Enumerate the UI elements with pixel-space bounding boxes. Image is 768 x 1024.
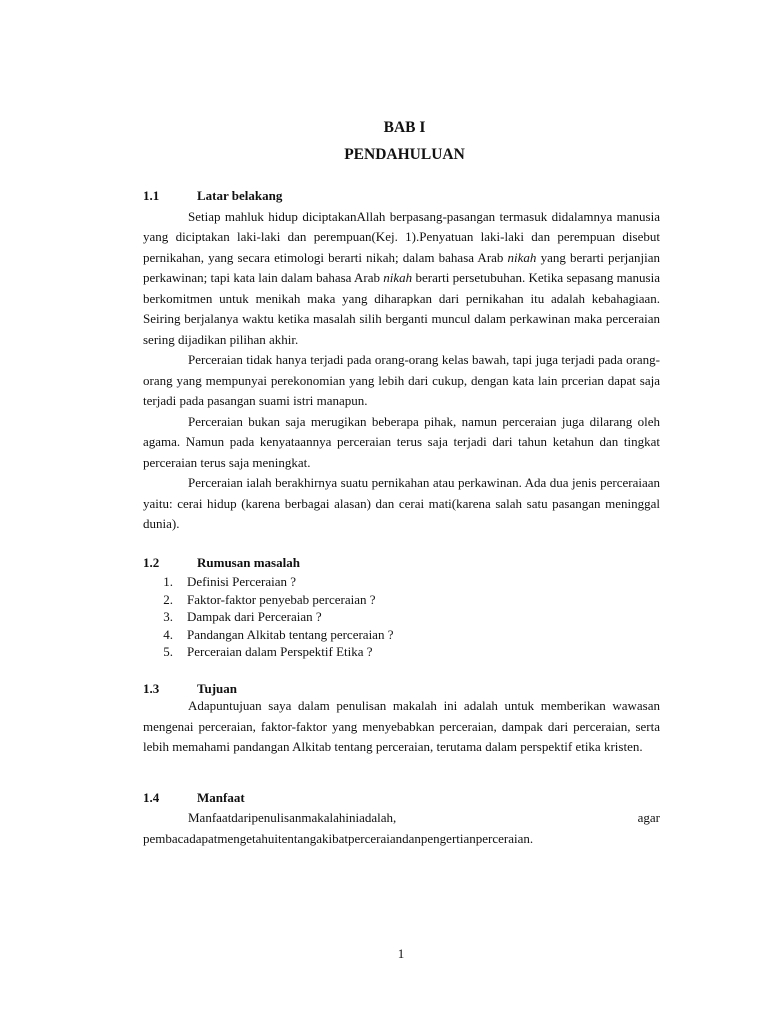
list-number: 4. xyxy=(163,626,173,642)
list-item xyxy=(143,626,660,644)
paragraph-latar-2: Perceraian tidak hanya terjadi pada orang-orang kelas bawah, tapi juga terjadi pada orang-orang yang mempunyai perekonomian yang lebih dari cukup, dengan kata lain prcerian dapat saja terjadi pada pasangan suami istri manapun. xyxy=(143,352,660,408)
section-title: Manfaat xyxy=(197,789,245,805)
italic-term: nikah xyxy=(383,270,413,285)
text-run: Setiap mahluk hidup diciptakanAllah berpasang-pasangan termasuk didalamnya manusia yang diciptakan laki-laki dan perempuan(Kej. 1).Penyatuan laki-laki dan perempuan disebut pernikahan, yang secara etimologi berarti nikah; dalam bahasa Arab xyxy=(143,208,660,265)
list-item xyxy=(143,643,660,661)
section-number: 1.3 xyxy=(143,680,160,696)
section-heading-manfaat xyxy=(143,788,660,809)
list-text: Perceraian dalam Perspektif Etika ? xyxy=(187,644,373,659)
list-item xyxy=(143,608,660,626)
chapter-label: BAB I xyxy=(383,119,426,136)
paragraph-latar-1 xyxy=(143,207,660,351)
section-title: Rumusan masalah xyxy=(197,554,300,570)
text-run: agar xyxy=(637,810,660,825)
text-run: berarti persetubuhan. Ketika sepasang manusia berkomitmen untuk menikah maka yang diharapkan dari pernikahan itu adalah kebahagiaan. Seiring berjalanya waktu ketika masalah silih berganti muncul dalam perkawinan maka perceraian sering dijadikan pilihan akhir. xyxy=(143,270,660,347)
page-content xyxy=(143,117,660,849)
list-number: 5. xyxy=(163,644,173,659)
paragraph-latar-3: Perceraian bukan saja merugikan beberapa pihak, namun perceraian juga dilarang oleh agama. Namun pada kenyataannya perceraian terus saja terjadi dari tahun ketahun dan tingkat perceraian terus saja meningkat. xyxy=(143,413,660,470)
paragraph-manfaat-line1 xyxy=(143,808,660,829)
italic-term: nikah xyxy=(507,249,537,265)
section-heading-latar-belakang xyxy=(143,186,660,207)
section-title: Latar belakang xyxy=(197,188,283,203)
paragraph-latar-4: Perceraian ialah berakhirnya suatu pernikahan atau perkawinan. Ada dua jenis perceraiaan yaitu: cerai hidup (karena berbagai alasan) dan cerai mati(karena salah satu pasangan meninggal dunia). xyxy=(143,475,660,531)
list-number: 1. xyxy=(163,574,173,589)
paragraph-tujuan: Adapuntujuan saya dalam penulisan makalah ini adalah untuk memberikan wawasan mengenai perceraian, faktor-faktor yang menyebabkan perceraian, dampak dari perceraian, serta lebih memahami pandangan Alkitab tentang perceraian, terutama dalam perspektif etika kristen. xyxy=(143,698,660,754)
paragraph-manfaat-line2: pembacadapatmengetahuitentangakibatperceraiandanpengertianperceraian. xyxy=(143,830,534,846)
list-number: 2. xyxy=(163,591,173,607)
section-number: 1.1 xyxy=(143,188,160,203)
page-number: 1 xyxy=(397,946,405,961)
text-run: Manfaatdaripenulisanmakalahiniadalah, xyxy=(188,810,397,825)
list-item xyxy=(143,591,660,609)
rumusan-list xyxy=(143,573,660,661)
list-item xyxy=(143,573,660,591)
list-number: 3. xyxy=(163,609,173,624)
list-text: Faktor-faktor penyebab perceraian ? xyxy=(187,591,376,607)
chapter-title: PENDAHULUAN xyxy=(344,146,465,163)
list-text: Pandangan Alkitab tentang perceraian ? xyxy=(187,626,394,642)
list-text: Dampak dari Perceraian ? xyxy=(187,609,322,624)
section-title: Tujuan xyxy=(197,680,237,696)
section-number: 1.2 xyxy=(143,554,160,570)
text-run: yang berarti perjanjian perkawinan; tapi kata lain dalam bahasa Arab xyxy=(143,249,660,285)
list-text: Definisi Perceraian ? xyxy=(187,574,297,589)
section-heading-rumusan-masalah xyxy=(143,553,660,574)
section-number: 1.4 xyxy=(143,789,160,805)
